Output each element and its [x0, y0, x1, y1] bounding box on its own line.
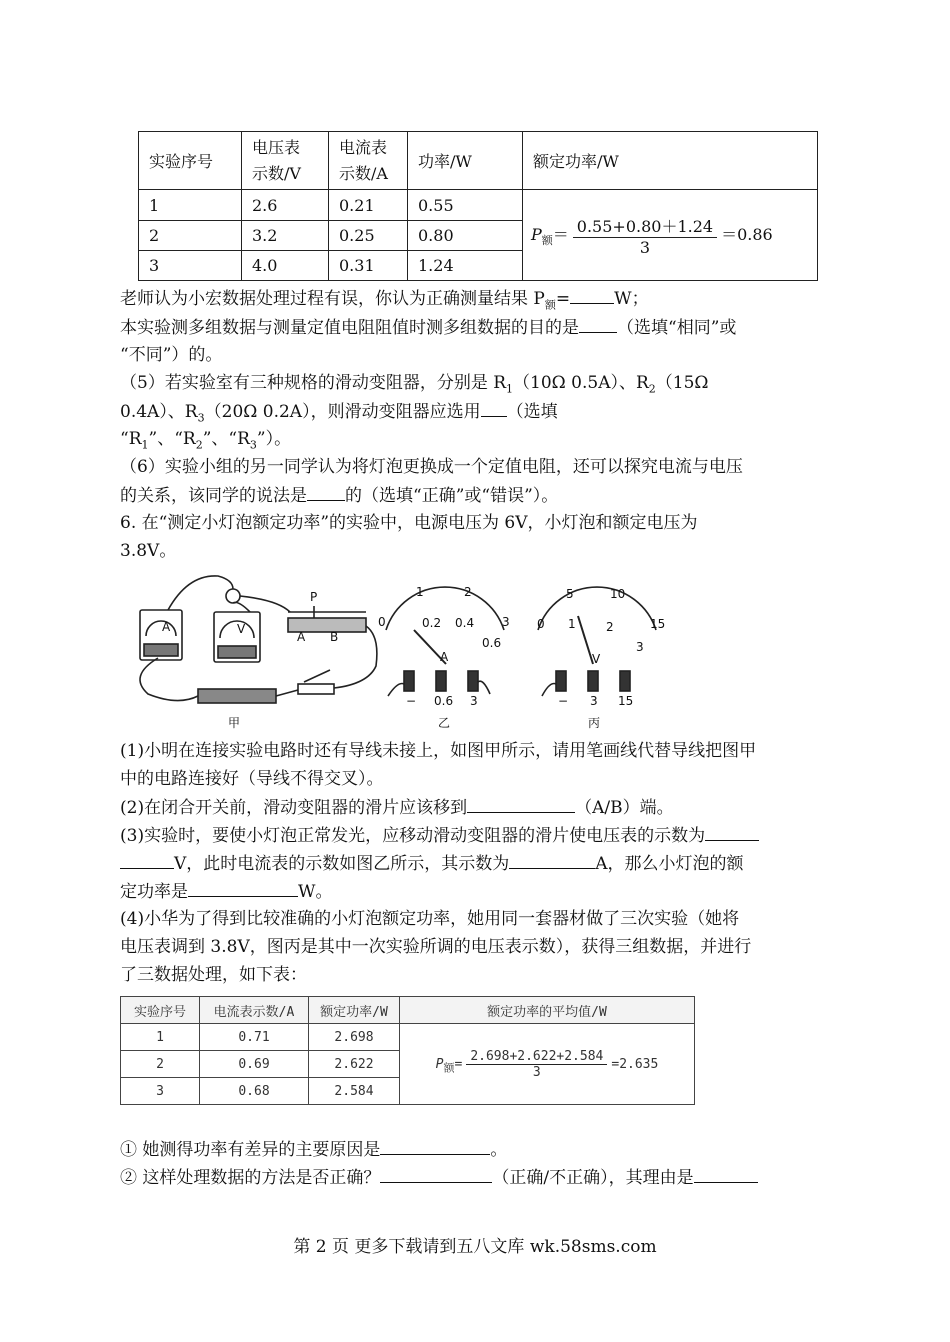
- battery: [198, 689, 276, 703]
- t2-formula-lhs: P: [435, 1056, 444, 1072]
- t1-header-rated-power: 额定功率/W: [523, 132, 818, 190]
- q6-line-4: (3)实验时，要使小灯泡正常发光，应移动滑动变阻器的滑片使电压表的示数为: [120, 824, 759, 847]
- answer-blank[interactable]: [380, 1138, 490, 1155]
- t1-formula-result: ＝0.86: [721, 224, 773, 244]
- circuit-figure: [118, 566, 666, 736]
- t1-formula-cell: [523, 190, 818, 281]
- t2-cell: 2: [121, 1051, 200, 1078]
- voltmeter-arc: [538, 587, 656, 630]
- t1-cell: 0.21: [329, 190, 408, 221]
- q6-line-1: (1)小明在连接实验电路时还有导线未接上，如图甲所示，请用笔画线代替导线把图甲: [120, 741, 757, 761]
- sub-q-2: ② 这样处理数据的方法是否正确？ （正确/不正确），其理由是: [120, 1166, 758, 1189]
- answer-blank[interactable]: [481, 400, 507, 417]
- voltmeter-terminal-3: [588, 671, 598, 691]
- t2-formula-eq: =: [454, 1056, 463, 1072]
- t1-cell: 2: [139, 221, 242, 251]
- q6-line-3: (2)在闭合开关前，滑动变阻器的滑片应该移到 （A/B）端。: [120, 798, 674, 818]
- t2-numerator: 2.698+2.622+2.584: [466, 1049, 607, 1065]
- t2-cell: 0.71: [200, 1024, 309, 1051]
- answer-blank[interactable]: [467, 796, 575, 813]
- t1-formula-eq: ＝: [552, 224, 569, 244]
- ammeter-tick: 0: [378, 615, 386, 629]
- voltmeter-terminal-label: −: [558, 694, 569, 708]
- t2-formula-cell: [400, 1024, 695, 1105]
- t2-cell: 3: [121, 1078, 200, 1105]
- t1-numerator: 0.55+0.80＋1.24: [573, 214, 717, 238]
- voltmeter-tick: 10: [610, 587, 626, 601]
- t1-cell: 0.31: [329, 251, 408, 281]
- figure-label-yi: 乙: [438, 716, 451, 730]
- q6-line-6: 定功率是 W。: [120, 882, 333, 902]
- q6-line-7: (4)小华为了得到比较准确的小灯泡额定功率，她用同一套器材做了三次实验（她将: [120, 909, 740, 929]
- ammeter-terminal-label: 3: [470, 694, 478, 708]
- t2-cell: 1: [121, 1024, 200, 1051]
- voltmeter-terminal-label: 3: [590, 694, 598, 708]
- circuit-letter-a: A: [297, 630, 306, 644]
- t2-header: 实验序号: [121, 997, 200, 1024]
- ammeter-tick: 0.4: [455, 616, 475, 630]
- q6-line-8: 电压表调到 3.8V，图丙是其中一次实验所调的电压表示数），获得三组数据，并进行: [120, 937, 752, 957]
- voltmeter-tick: 15: [650, 617, 666, 631]
- t1-cell: 4.0: [242, 251, 329, 281]
- text-line-3: “不同”）的。: [120, 345, 223, 365]
- ammeter-tick: 0.2: [422, 616, 442, 630]
- ammeter-arc: [386, 587, 504, 630]
- t1-header-voltage: 电压表 示数/V: [242, 132, 329, 190]
- t1-denominator: 3: [639, 237, 651, 257]
- ammeter-dial: [146, 621, 176, 636]
- circuit-letter-p: P: [310, 590, 318, 604]
- t1-header-index: 实验序号: [139, 132, 242, 190]
- t1-header-current: 电流表 示数/A: [329, 132, 408, 190]
- voltmeter-box-letter: V: [237, 622, 246, 636]
- answer-blank[interactable]: [705, 824, 759, 841]
- t2-header: 额定功率/W: [309, 997, 400, 1024]
- sub-q-1: ① 她测得功率有差异的主要原因是 。: [120, 1140, 508, 1160]
- ammeter-letter: A: [440, 650, 449, 664]
- figure-label-bing: 丙: [588, 716, 601, 730]
- t1-formula-lhs: P: [531, 224, 542, 244]
- voltmeter-tick: 2: [606, 620, 614, 634]
- voltmeter-letter: V: [592, 652, 601, 666]
- ammeter-terminal-label: −: [406, 694, 417, 708]
- t1-cell: 1: [139, 190, 242, 221]
- voltmeter-tick: 0: [537, 617, 545, 631]
- voltmeter-tick: 5: [566, 587, 574, 601]
- data-table-2: [120, 996, 695, 1105]
- t2-cell: 2.622: [309, 1051, 400, 1078]
- answer-blank[interactable]: [380, 1166, 492, 1183]
- t2-cell: 0.68: [200, 1078, 309, 1105]
- t1-cell: 3.2: [242, 221, 329, 251]
- voltmeter-tick: 1: [568, 617, 576, 631]
- text-line-8: 的关系，该同学的说法是 的（选填“正确”或“错误”）。: [120, 486, 559, 506]
- t1-cell: 0.25: [329, 221, 408, 251]
- t1-cell: 2.6: [242, 190, 329, 221]
- t2-cell: 2.698: [309, 1024, 400, 1051]
- ammeter-box-letter: A: [162, 620, 171, 634]
- answer-blank[interactable]: [570, 287, 614, 304]
- text-line-9: 6. 在“测定小灯泡额定功率”的实验中，电源电压为 6V，小灯泡和额定电压为: [120, 513, 698, 533]
- ammeter-terminal-neg: [404, 671, 414, 691]
- voltmeter-tick: 3: [636, 640, 644, 654]
- q6-line-5: V，此时电流表的示数如图乙所示，其示数为 A，那么小灯泡的额: [120, 852, 744, 875]
- ammeter-tick: 3: [502, 615, 510, 629]
- text-line-1: 老师认为小宏数据处理过程有误，你认为正确测量结果 $P_额= W$；: [120, 289, 649, 312]
- t1-formula-sub: 额: [541, 233, 553, 247]
- t1-cell: 1.24: [408, 251, 523, 281]
- text-line-5: 0.4A）、$R_3(20\Omega$ 0.2A），则滑动变阻器应选用 （选填: [120, 402, 558, 425]
- voltmeter-terminal-15: [620, 671, 630, 691]
- text-line-7: （6）实验小组的另一同学认为将灯泡更换成一个定值电阻，还可以探究电流与电压: [120, 457, 743, 477]
- figure-label-jia: 甲: [228, 716, 241, 730]
- circuit-letter-b: B: [330, 630, 339, 644]
- t2-formula-result: =2.635: [611, 1056, 659, 1072]
- text-line-10: 3.8V。: [120, 541, 177, 561]
- answer-blank[interactable]: [579, 316, 617, 333]
- answer-blank[interactable]: [188, 880, 298, 897]
- t1-header-power: 功率/W: [408, 132, 523, 190]
- ammeter-tick: 0.6: [482, 636, 502, 650]
- answer-blank[interactable]: [694, 1166, 758, 1183]
- table-row: [139, 190, 818, 221]
- t1-cell: 0.55: [408, 190, 523, 221]
- table-row: [121, 1024, 695, 1051]
- q6-line-9: 了三数据处理，如下表：: [120, 965, 307, 985]
- t2-cell: 2.584: [309, 1078, 400, 1105]
- t2-formula-sub: 额: [443, 1061, 455, 1075]
- t2-cell: 0.69: [200, 1051, 309, 1078]
- voltmeter-terminal-label: 15: [618, 694, 634, 708]
- voltmeter-terminal-neg: [556, 671, 566, 691]
- text-line-6: “$R_1$”、“$R_2$”、“$R_3$”）。: [120, 429, 292, 452]
- t2-fraction: [466, 1049, 607, 1080]
- ammeter-terminal-3: [468, 671, 478, 691]
- t2-denominator: 3: [532, 1064, 541, 1080]
- t2-header: 电流表示数/A: [200, 997, 309, 1024]
- t1-cell: 3: [139, 251, 242, 281]
- q6-line-2: 中的电路连接好（导线不得交叉）。: [120, 769, 384, 789]
- answer-blank[interactable]: [509, 852, 595, 869]
- answer-blank[interactable]: [307, 484, 345, 501]
- page-footer: 第 2 页 更多下载请到五八文库 wk.58sms.com: [293, 1237, 657, 1257]
- voltmeter-needle: [578, 616, 593, 664]
- text-line-2: 本实验测多组数据与测量定值电阻阻值时测多组数据的目的是 （选填“相同”或: [120, 318, 737, 338]
- t1-cell: 0.80: [408, 221, 523, 251]
- text-line-4: （5）若实验室有三种规格的滑动变阻器，分别是 $R_1(10\Omega$ 0.5A）、$R_2(15\Omega$: [120, 373, 709, 396]
- ammeter-tick: 2: [464, 585, 472, 599]
- t1-fraction: [573, 214, 717, 257]
- data-table-1: [138, 131, 818, 281]
- t2-header: 额定功率的平均值/W: [400, 997, 695, 1024]
- ammeter-terminal-label: 0.6: [434, 694, 454, 708]
- ammeter-tick: 1: [416, 585, 424, 599]
- ammeter-terminal-0.6: [436, 671, 446, 691]
- bulb: [226, 589, 240, 603]
- switch: [298, 684, 334, 694]
- answer-blank[interactable]: [120, 852, 174, 869]
